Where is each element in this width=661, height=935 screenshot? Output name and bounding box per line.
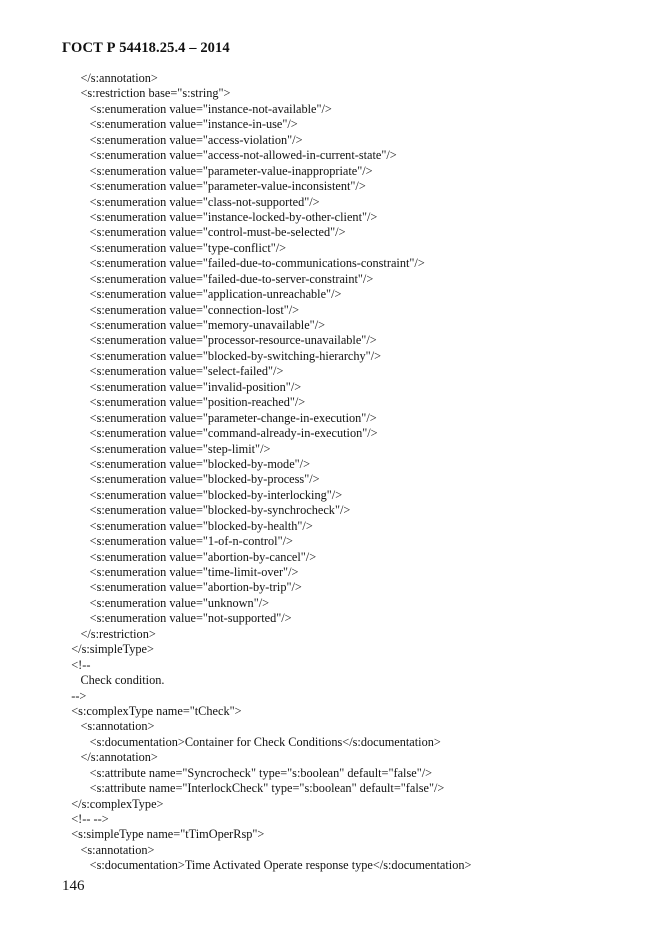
code-line: <s:enumeration value="type-conflict"/>	[62, 240, 287, 255]
code-line: <s:enumeration value="failed-due-to-communications-constraint"/>	[62, 256, 425, 271]
code-line: <s:enumeration value="class-not-supported"/>	[62, 194, 320, 209]
code-line: <s:enumeration value="application-unreachable"/>	[62, 287, 342, 302]
code-line: <s:enumeration value="blocked-by-mode"/>	[62, 456, 311, 471]
document-header: ГОСТ Р 54418.25.4 – 2014	[62, 40, 230, 56]
code-line: <s:enumeration value="step-limit"/>	[62, 441, 271, 456]
code-line: <s:enumeration value="access-not-allowed-in-current-state"/>	[62, 148, 397, 163]
code-line: <s:enumeration value="parameter-value-inappropriate"/>	[62, 163, 373, 178]
code-line: <s:enumeration value="select-failed"/>	[62, 364, 284, 379]
code-line: <s:attribute name="Syncrocheck" type="s:boolean" default="false"/>	[62, 765, 433, 780]
code-line: <s:enumeration value="invalid-position"/>	[62, 379, 302, 394]
code-line: <s:enumeration value="instance-not-available"/>	[62, 101, 332, 116]
code-line: <s:enumeration value="parameter-change-in-execution"/>	[62, 410, 377, 425]
code-line: <s:enumeration value="instance-in-use"/>	[62, 117, 298, 132]
code-line: <s:enumeration value="abortion-by-trip"/>	[62, 580, 302, 595]
code-line: <s:enumeration value="command-already-in-execution"/>	[62, 426, 378, 441]
code-line: </s:simpleType>	[62, 642, 154, 657]
code-line: <s:enumeration value="blocked-by-interlocking"/>	[62, 487, 343, 502]
code-line: <s:attribute name="InterlockCheck" type="s:boolean" default="false"/>	[62, 781, 445, 796]
code-line: </s:annotation>	[62, 71, 158, 85]
code-line: <s:enumeration value="blocked-by-switching-hierarchy"/>	[62, 348, 382, 363]
code-line: <s:enumeration value="blocked-by-synchrocheck"/>	[62, 503, 351, 518]
code-line: <s:enumeration value="time-limit-over"/>	[62, 565, 299, 579]
code-line: <s:annotation>	[62, 842, 155, 857]
code-line: -->	[62, 688, 87, 703]
code-line: <s:enumeration value="position-reached"/>	[62, 395, 306, 410]
code-line: <s:enumeration value="not-supported"/>	[62, 611, 292, 626]
code-line: <s:enumeration value="memory-unavailable"/>	[62, 318, 326, 332]
code-line: <s:enumeration value="blocked-by-process"/>	[62, 472, 320, 487]
code-line: <s:enumeration value="access-violation"/>	[62, 132, 303, 147]
code-line: </s:complexType>	[62, 796, 164, 811]
code-line: <s:enumeration value="connection-lost"/>	[62, 302, 300, 317]
page-number: 146	[62, 878, 85, 894]
code-line: <s:enumeration value="abortion-by-cancel"/>	[62, 549, 317, 564]
code-line: <!-- -->	[62, 812, 109, 826]
code-line: <s:enumeration value="instance-locked-by-other-client"/>	[62, 209, 378, 224]
xml-code-listing	[62, 71, 642, 874]
code-line: Check condition.	[62, 673, 165, 688]
code-line: <s:enumeration value="unknown"/>	[62, 595, 270, 610]
code-line: <s:restriction base="s:string">	[62, 86, 231, 101]
code-line: <!--	[62, 657, 91, 672]
code-line: </s:annotation>	[62, 750, 158, 765]
code-line: <s:enumeration value="blocked-by-health"/>	[62, 518, 313, 533]
code-line: <s:documentation>Container for Check Conditions</s:documentation>	[62, 734, 441, 749]
code-line: </s:restriction>	[62, 626, 156, 641]
code-line: <s:enumeration value="processor-resource-unavailable"/>	[62, 333, 377, 348]
code-line: <s:enumeration value="failed-due-to-server-constraint"/>	[62, 271, 374, 286]
code-line: <s:enumeration value="1-of-n-control"/>	[62, 534, 293, 549]
code-line: <s:enumeration value="control-must-be-selected"/>	[62, 225, 346, 240]
code-line: <s:documentation>Time Activated Operate response type</s:documentation>	[62, 858, 472, 873]
code-line: <s:complexType name="tCheck">	[62, 703, 242, 718]
code-line: <s:annotation>	[62, 719, 155, 734]
code-line: <s:simpleType name="tTimOperRsp">	[62, 827, 265, 842]
code-line: <s:enumeration value="parameter-value-inconsistent"/>	[62, 179, 366, 194]
